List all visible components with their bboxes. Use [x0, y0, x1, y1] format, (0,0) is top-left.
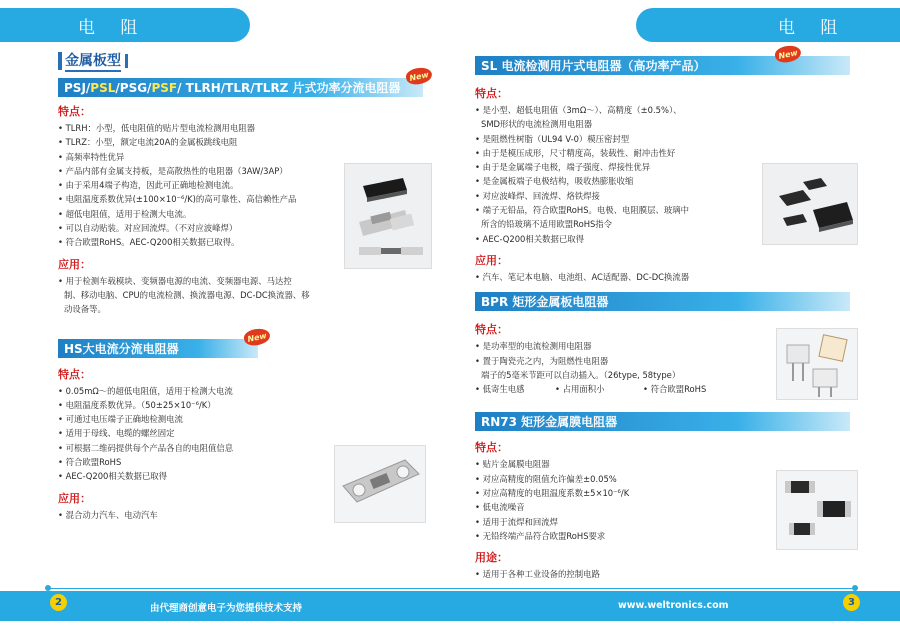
list-item: 所含的铅玻璃不适用欧盟RoHS指令	[481, 219, 613, 230]
list-item: • 是小型、超低电阻值（3mΩ～）、高精度（±0.5%）、	[475, 105, 682, 115]
list-item: • 是功率型的电流检测用电阻器	[475, 341, 592, 352]
list-item: • 符合欧盟RoHS	[58, 457, 122, 468]
list-item: 端子的5毫米节距可以自动插入。（26type, 58type）	[481, 369, 681, 380]
list-item: • 超低电阻值，适用于检测大电流。	[58, 208, 192, 219]
list-item: • 无铅终端产品符合欧盟RoHS要求	[475, 530, 606, 541]
header-title-right: 电 阻	[778, 17, 848, 38]
list-item: • 电阻温度系数优异。（50±25×10⁻⁶/K）	[58, 399, 216, 410]
product-photo-rn73	[776, 470, 858, 550]
list-item: • 0.05mΩ～的超低电阻值，适用于检测大电流	[58, 385, 233, 396]
list-item: • 适用于流焊和回流焊	[475, 516, 558, 527]
bpr-resistor-image	[777, 329, 859, 401]
product-band-sl: SL 电流检测用片式电阻器（高功率产品） New	[475, 56, 850, 75]
list-item: • 电阻温度系数优异(±100×10⁻⁶/K)的高可靠性、高信赖性产品	[58, 194, 297, 205]
application-heading: 应用：	[58, 257, 91, 271]
list-item: • 适用于母线、电缆的螺丝固定	[58, 428, 175, 439]
product-band-hs: HS大电流分流电阻器 New	[58, 339, 258, 358]
title-bar-decoration	[125, 54, 128, 68]
features-heading: 特点：	[475, 323, 508, 337]
list-item: • 可以自动贴装。对应回流焊。（不对应波峰焊）	[58, 223, 238, 234]
list-item: 动设备等。	[64, 304, 106, 315]
list-item: • TLRH：小型，低电阻值的贴片型电流检测用电阻器	[58, 123, 255, 133]
features-heading: 特点：	[475, 87, 508, 100]
list-item: • 端子无铅品，符合欧盟RoHS。电极、电阻膜层、玻璃中	[475, 205, 690, 216]
title-bar-decoration	[58, 52, 62, 70]
chip-resistor-image	[763, 164, 859, 246]
list-item: • AEC-Q200相关数据已取得	[58, 471, 168, 482]
product-band-bpr: BPR 矩形金属板电阻器	[475, 292, 850, 311]
list-item: • 产品内部有金属支持板，是高散热性的电阻器（3AW/3AP）	[58, 165, 288, 176]
application-list	[58, 274, 423, 317]
page-number-left: 2	[50, 594, 67, 611]
features-heading: 特点：	[58, 105, 91, 118]
list-item: • AEC-Q200相关数据已取得	[475, 233, 585, 244]
product-photo-sl	[762, 163, 858, 245]
header-tab-right	[636, 8, 900, 42]
section-title-text: 金属板型	[65, 50, 121, 72]
list-item: • 可根据二维码提供每个产品各自的电阻值信息	[58, 442, 234, 453]
list-item: 制、移动电脑、CPU的电流检测、换流器电源、DC-DC换流器、移	[64, 289, 310, 300]
list-item: • 贴片金属膜电阻器	[475, 459, 550, 470]
resistor-image	[345, 164, 433, 270]
footer	[0, 588, 900, 626]
new-badge-icon: New	[243, 326, 272, 347]
list-item: SMD形状的电流检测用电阻器	[481, 119, 593, 130]
list-item: • 对应波峰焊、回流焊、烙铁焊接	[475, 190, 600, 201]
footer-band	[0, 591, 900, 621]
application-heading: 应用：	[58, 491, 91, 505]
footer-slogan: 由代理商创意电子为您提供技术支持	[150, 603, 303, 614]
list-item: • 由于是金属端子电极，端子强度、焊接性优异	[475, 162, 651, 173]
features-heading: 特点：	[58, 367, 91, 381]
list-item: • 低电流噪音	[475, 502, 525, 513]
footer-url[interactable]: www.weltronics.com	[618, 600, 729, 611]
list-item: • TLRZ：小型，额定电流20A的金属板跳线电阻	[58, 137, 238, 148]
list-item: • 由于采用4端子构造，因此可正确地检测电流。	[58, 180, 239, 191]
product-band-rn73: RN73 矩形金属膜电阻器	[475, 412, 850, 431]
list-item: • 是阻燃性树脂（UL94 V-0）模压密封型	[475, 133, 630, 144]
list-item: • 可通过电压端子正确地检测电流	[58, 414, 183, 425]
list-item: • 置于陶瓷壳之内，为阻燃性电阻器	[475, 355, 609, 366]
list-item: • 是金属板端子电极结构，吸收热膨胀收缩	[475, 176, 634, 187]
section-title	[58, 50, 423, 72]
application-list	[475, 567, 850, 581]
smd-resistor-image	[777, 471, 859, 551]
new-badge-icon: New	[405, 65, 434, 86]
product-photo-bpr	[776, 328, 858, 400]
header-title-left: 电 阻	[78, 17, 148, 38]
list-item: • 高频率特性优异	[58, 151, 125, 162]
list-item: • 符合欧盟RoHS。AEC-Q200相关数据已取得。	[58, 237, 240, 248]
list-item: • 用于检测车载模块、变频器电源的电流、变频器电源、马达控	[58, 275, 292, 286]
list-item: • 对应高精度的电阻温度系数±5×10⁻⁶/K	[475, 488, 630, 499]
list-item: • 混合动力汽车、电动汽车	[58, 509, 158, 520]
new-badge-icon: New	[774, 43, 803, 64]
list-item: • 对应高精度的阻值允许偏差±0.05%	[475, 473, 617, 484]
application-heading: 用途：	[475, 551, 508, 565]
page-number-right: 3	[843, 594, 860, 611]
feature-row: • 低寄生电感 • 占用面积小 • 符合欧盟RoHS	[475, 384, 707, 395]
shunt-resistor-image	[335, 446, 427, 524]
list-item: • 适用于各种工业设备的控制电路	[475, 569, 600, 580]
product-photo-psj	[344, 163, 432, 269]
product-photo-hs	[334, 445, 426, 523]
application-list	[475, 270, 850, 284]
list-item: • 由于是模压成形，尺寸精度高，装载性、耐冲击性好	[475, 147, 676, 158]
list-item: • 汽车、笔记本电脑、电池组、AC适配器、DC-DC换流器	[475, 271, 690, 282]
product-band-psj: PSJ/ PSL /PSG/ PSF / TLRH/TLR/TLRZ 片式功率分流电阻器 New	[58, 78, 423, 97]
application-heading: 应用：	[475, 253, 508, 267]
footer-divider	[48, 588, 852, 589]
header-tab-left	[0, 8, 250, 42]
features-heading: 特点：	[475, 441, 508, 455]
